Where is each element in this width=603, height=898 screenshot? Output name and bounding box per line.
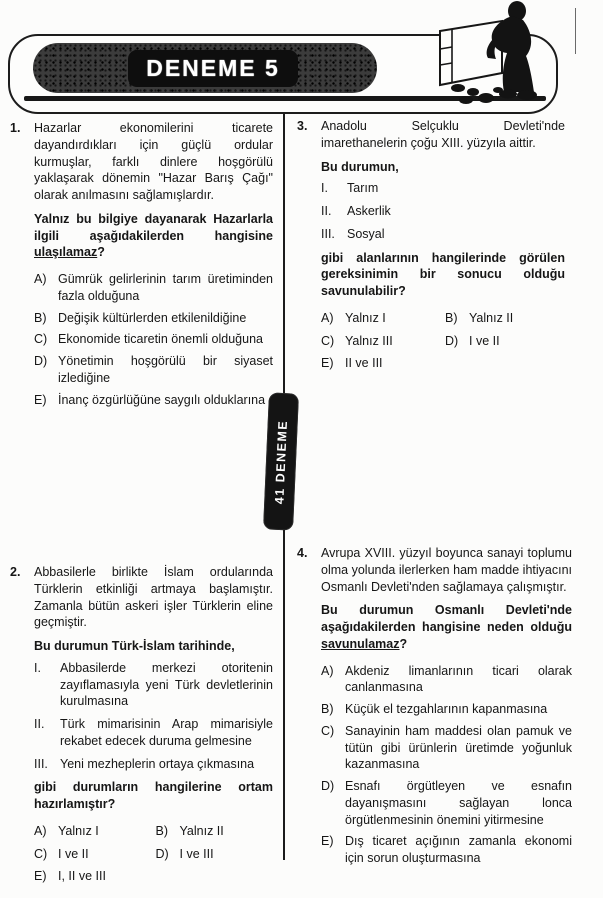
roman-numeral: I. [321,181,328,196]
question-number: 1. [10,121,21,135]
item-text: Tarım [347,181,379,196]
question-intro: Abbasilerle birlikte İslam ordularında Türklerin etkinliği artmaya başlamıştır. Zamanla bütün askeri işler Türklerin eline geçmiştir. [34,565,273,630]
question-intro: Anadolu Selçuklu Devleti'nde imarethanelerin çoğu XIII. yüzyıla aittir. [321,119,565,150]
option-text: I ve II [469,333,500,348]
option-a [34,271,273,305]
roman-numeral: II. [321,204,332,218]
item-text: Abbasilerde merkezi otoritenin zayıflamasıyla yeni Türk devletlerinin kurulmasına [60,660,273,709]
option-e [321,355,441,372]
roman-numeral: III. [34,756,48,771]
roman-item-3 [34,756,273,773]
option-b [34,310,273,327]
option-e [34,392,273,409]
question-lead: Bu durumun Türk-İslam tarihinde, [34,639,235,653]
question-stem [321,250,565,300]
item-text: Askerlik [347,204,391,218]
option-text: Yalnız II [179,823,224,838]
option-d [34,353,273,387]
stem-text: Yalnız bu bilgiye dayanarak Hazarlarla ilgili aşağıdakilerden hangisine [34,211,273,243]
stem-punctuation: ? [97,245,105,260]
option-label: B) [34,310,47,325]
option-text: İnanç özgürlüğüne saygılı olduklarına [58,392,266,407]
question-3 [297,118,565,378]
option-label: D) [34,354,48,368]
option-text: II ve III [345,356,383,371]
option-text: Dış ticaret açığının zamanla ekonomi için sorun oluşturmasına [345,834,572,865]
option-a [321,310,441,327]
option-text: I ve II [58,846,89,861]
question-intro: Avrupa XVIII. yüzyıl boyunca sanayi toplumu olma yolunda ilerlerken ham madde ihtiyacını Osmanlı Devleti'nden sağlamaya çalışmıştır. [321,546,572,594]
option-label: A) [321,663,334,678]
option-label: A) [34,272,47,286]
option-b [321,701,572,718]
option-b [156,823,274,840]
option-label: C) [34,846,48,861]
roman-item-2 [321,203,565,220]
question-4 [297,545,572,872]
roman-item-1 [34,660,273,710]
roman-item-3 [321,226,565,243]
question-stem [321,602,572,652]
roman-numeral: III. [321,226,335,241]
options-list [34,823,273,891]
deneme-count-label: 41 DENEME [272,419,290,504]
option-c [34,846,152,863]
question-stem [34,779,273,813]
option-text: Yalnız I [58,823,99,838]
option-text: Gümrük gelirlerinin tarım üretiminden fazla olduğuna [58,272,273,303]
option-text: Sanayinin ham maddesi olan pamuk ve tütün gibi ürünlerin üretimde yoğunluk kazanmasına [345,723,572,772]
option-label: E) [321,834,334,849]
roman-item-1 [321,180,565,197]
page-title: DENEME 5 [146,55,280,81]
option-text: Yönetimin hoşgörülü bir siyaset izlediğine [58,354,273,385]
option-a [34,823,152,840]
header-title-plate [128,50,298,87]
option-label: B) [445,310,458,325]
item-text: Yeni mezheplerin ortaya çıkmasına [60,756,255,771]
question-lead: Bu durumun, [321,159,399,174]
options-list [34,271,273,408]
option-c [321,723,572,773]
option-c [34,331,273,348]
option-e [34,868,152,885]
option-text: Yalnız I [345,310,386,325]
item-text: Türk mimarisinin Arap mimarisiyle rekabet edecek duruma gelmesine [60,717,273,748]
option-text: Akdeniz limanlarının ticari olarak canlanmasına [345,663,572,695]
option-label: D) [445,333,459,348]
option-text: Yalnız III [345,333,393,348]
question-number: 3. [297,119,308,133]
question-intro: Hazarlar ekonomilerini ticarete dayandırdıkları için güçlü ordular kurmuşlar, farklı dinlere hoşgörülü yaklaşarak dönemin "Hazar Barış Çağı" olarak anılmasını sağlamışlardır. [34,121,273,202]
options-list [321,310,565,378]
item-text: Sosyal [347,226,385,241]
stem-text: gibi alanlarının hangilerinde görülen gereksinimin bir sonucu olduğu savunulabilir? [321,250,565,298]
question-number: 4. [297,546,308,560]
option-text: Değişik kültürlerden etkilenildiğine [58,310,247,325]
stem-text: gibi durumların hangilerine ortam hazırlamıştır? [34,780,273,811]
option-label: C) [321,723,335,738]
option-text: Ekonomide ticaretin önemli olduğuna [58,332,263,347]
roman-numeral: II. [34,717,45,731]
question-1 [10,120,273,413]
person-at-cupboard-silhouette-icon [428,0,560,106]
stem-underlined-word: savunulamaz [321,636,400,651]
option-label: E) [321,356,334,371]
question-2 [10,564,273,891]
option-label: E) [34,869,47,884]
question-number: 2. [10,565,21,579]
option-text: Yalnız II [469,310,514,325]
option-label: C) [34,332,48,347]
option-label: A) [321,310,334,325]
option-a [321,663,572,697]
stem-underlined-word: ulaşılamaz [34,245,98,260]
roman-numeral: I. [34,660,41,675]
option-label: D) [155,846,169,861]
option-text: I ve III [179,846,214,861]
roman-item-2 [34,716,273,750]
option-text: I, II ve III [58,869,106,884]
stem-text: Bu durumun Osmanlı Devleti'nde aşağıdakilerden hangisine neden olduğu [321,603,572,634]
option-label: B) [155,823,168,838]
options-list [321,663,572,867]
stem-punctuation: ? [399,636,408,651]
option-label: C) [321,333,335,348]
option-d [156,846,274,863]
option-text: Küçük el tezgahlarının kapanmasına [345,702,548,716]
option-label: B) [321,702,334,716]
option-text: Esnafı örgütleyen ve esnafın dayanışmasını sağlayan lonca örgütlenmesinin önemini yitirmesine [345,779,572,827]
option-c [321,333,441,350]
option-b [445,310,565,327]
page-edge-mark [575,8,576,54]
option-label: E) [34,392,47,407]
option-d [321,778,572,828]
option-label: A) [34,823,47,838]
option-d [445,333,565,350]
option-label: D) [321,779,335,793]
question-stem [34,211,273,261]
option-e [321,833,572,867]
